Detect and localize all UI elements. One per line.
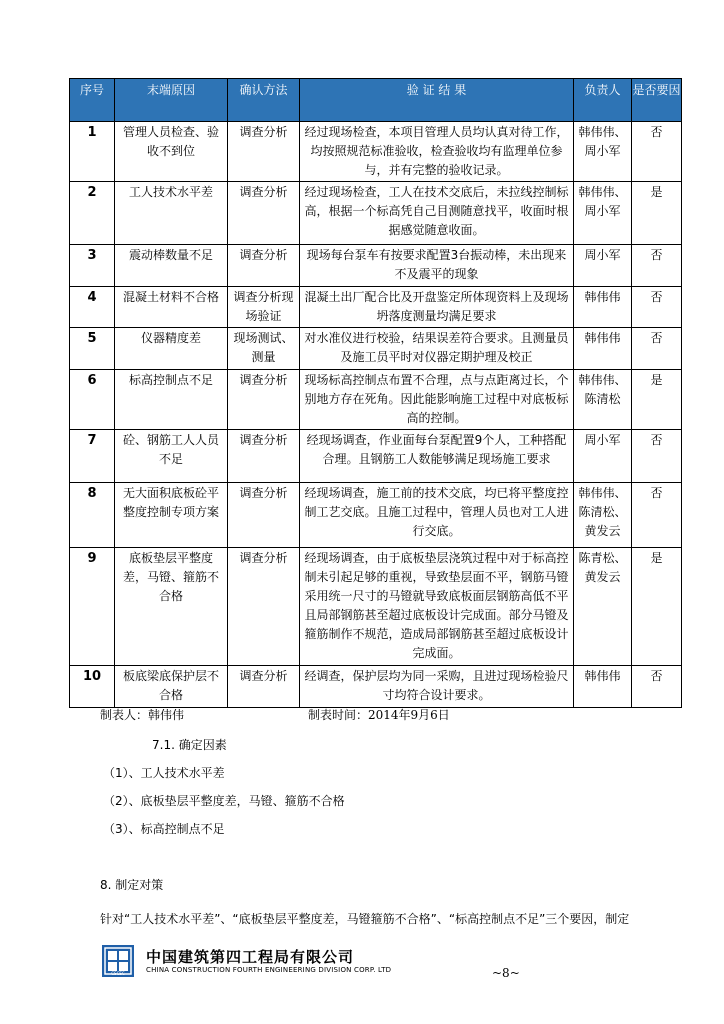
row-key: 否 <box>632 245 682 287</box>
row-cause: 仪器精度差 <box>115 328 228 370</box>
row-result: 经现场调查，施工前的技术交底，均已将平整度控制工艺交底。且施工过程中，管理人员也对工人进行交底。 <box>300 483 574 548</box>
row-result: 经调查，保护层均为同一采购，且进过现场检验尺寸均符合设计要求。 <box>300 666 574 708</box>
row-result: 现场每台泵车有按要求配置3台振动棒，未出现来不及震平的现象 <box>300 245 574 287</box>
row-no: 4 <box>70 287 115 328</box>
header-cause: 末端原因 <box>115 79 228 122</box>
row-no: 7 <box>70 430 115 483</box>
table-row <box>70 430 682 483</box>
row-cause: 混凝土材料不合格 <box>115 287 228 328</box>
row-result: 经过现场检查，工人在技术交底后，未拉线控制标高，根据一个标高凭自己目测随意找平，收面时根据感觉随意收面。 <box>300 182 574 245</box>
row-owner: 韩伟伟、周小军 <box>574 182 632 245</box>
company-name-cn: 中国建筑第四工程局有限公司 <box>146 948 355 966</box>
row-owner: 韩伟伟 <box>574 666 632 708</box>
table-header-row <box>70 79 682 122</box>
row-no: 9 <box>70 548 115 666</box>
table-date: 制表时间：2014年9月6日 <box>308 708 450 722</box>
row-cause: 管理人员检查、验收不到位 <box>115 122 228 182</box>
table-row <box>70 182 682 245</box>
row-key: 是 <box>632 370 682 430</box>
row-cause: 工人技术水平差 <box>115 182 228 245</box>
row-method: 调查分析 <box>228 370 300 430</box>
row-result: 经现场调查，作业面每台泵配置9个人，工种搭配合理。且钢筋工人数能够满足现场施工要求 <box>300 430 574 483</box>
row-owner: 周小军 <box>574 245 632 287</box>
table-row <box>70 245 682 287</box>
header-no: 序号 <box>70 79 115 122</box>
row-result: 经过现场检查，本项目管理人员均认真对待工作，均按照规范标准验收，检查验收均有监理单位参与，并有完整的验收记录。 <box>300 122 574 182</box>
row-method: 调查分析 <box>228 245 300 287</box>
row-method: 调查分析 <box>228 122 300 182</box>
row-method: 现场测试、测量 <box>228 328 300 370</box>
row-key: 是 <box>632 548 682 666</box>
row-key: 否 <box>632 666 682 708</box>
row-cause: 无大面积底板砼平整度控制专项方案 <box>115 483 228 548</box>
row-result: 现场标高控制点布置不合理，点与点距离过长，个别地方存在死角。因此能影响施工过程中对底板标高的控制。 <box>300 370 574 430</box>
company-name-en: CHINA CONSTRUCTION FOURTH ENGINEERING DIVISION CORP. LTD <box>146 966 392 974</box>
row-no: 3 <box>70 245 115 287</box>
row-method: 调查分析 <box>228 182 300 245</box>
row-method: 调查分析 <box>228 430 300 483</box>
factor-item: （3）、标高控制点不足 <box>103 822 225 836</box>
row-method: 调查分析 <box>228 666 300 708</box>
row-owner: 韩伟伟、陈清松、黄发云 <box>574 483 632 548</box>
row-cause: 标高控制点不足 <box>115 370 228 430</box>
header-owner: 负责人 <box>574 79 632 122</box>
section-8-text: 针对“工人技术水平差”、“底板垫层平整度差，马镫箍筋不合格”、“标高控制点不足”三个要因，制定 <box>100 912 630 926</box>
row-no: 6 <box>70 370 115 430</box>
row-result: 对水准仪进行校验，结果误差符合要求。且测量员及施工员平时对仪器定期护理及校正 <box>300 328 574 370</box>
header-key: 是否要因 <box>632 79 682 122</box>
row-owner: 陈青松、黄发云 <box>574 548 632 666</box>
logo-text: CSCEC <box>111 971 125 976</box>
row-key: 否 <box>632 430 682 483</box>
row-cause: 底板垫层平整度差，马镫、箍筋不合格 <box>115 548 228 666</box>
table-row <box>70 548 682 666</box>
row-key: 否 <box>632 287 682 328</box>
row-no: 5 <box>70 328 115 370</box>
table-row <box>70 328 682 370</box>
row-owner: 韩伟伟 <box>574 328 632 370</box>
row-key: 是 <box>632 182 682 245</box>
factor-item: （2）、底板垫层平整度差，马镫、箍筋不合格 <box>103 794 345 808</box>
section-7-1-title: 7.1. 确定因素 <box>152 738 227 752</box>
table-row <box>70 122 682 182</box>
cscec-logo-icon <box>102 945 134 977</box>
row-no: 10 <box>70 666 115 708</box>
table-row <box>70 370 682 430</box>
table-maker: 制表人：韩伟伟 <box>100 708 185 722</box>
row-cause: 砼、钢筋工人人员不足 <box>115 430 228 483</box>
row-result: 经现场调查，由于底板垫层浇筑过程中对于标高控制未引起足够的重视，导致垫层面不平，钢筋马镫采用统一尺寸的马镫就导致底板面层钢筋高低不平且局部钢筋甚至超过底板设计完成面。部分马镫及箍筋制作不规范，造成局部钢筋甚至超过底板设计完成面。 <box>300 548 574 666</box>
row-key: 否 <box>632 328 682 370</box>
row-owner: 韩伟伟 <box>574 287 632 328</box>
header-result: 验 证 结 果 <box>300 79 574 122</box>
table-row <box>70 483 682 548</box>
row-method: 调查分析 <box>228 548 300 666</box>
row-no: 8 <box>70 483 115 548</box>
page-number: ~8~ <box>492 966 520 980</box>
row-owner: 周小军 <box>574 430 632 483</box>
row-result: 混凝土出厂配合比及开盘鉴定所体现资料上及现场坍落度测量均满足要求 <box>300 287 574 328</box>
row-key: 否 <box>632 122 682 182</box>
header-method: 确认方法 <box>228 79 300 122</box>
row-method: 调查分析 <box>228 483 300 548</box>
row-cause: 板底梁底保护层不合格 <box>115 666 228 708</box>
row-method: 调查分析现场验证 <box>228 287 300 328</box>
row-owner: 韩伟伟、陈清松 <box>574 370 632 430</box>
row-owner: 韩伟伟、周小军 <box>574 122 632 182</box>
row-key: 否 <box>632 483 682 548</box>
verification-table <box>69 78 682 708</box>
row-no: 2 <box>70 182 115 245</box>
verification-table-container <box>69 78 681 708</box>
table-footer <box>100 706 450 723</box>
row-cause: 震动棒数量不足 <box>115 245 228 287</box>
row-no: 1 <box>70 122 115 182</box>
factor-item: （1）、工人技术水平差 <box>103 766 225 780</box>
table-row <box>70 287 682 328</box>
table-row <box>70 666 682 708</box>
section-8-title: 8. 制定对策 <box>100 878 164 892</box>
